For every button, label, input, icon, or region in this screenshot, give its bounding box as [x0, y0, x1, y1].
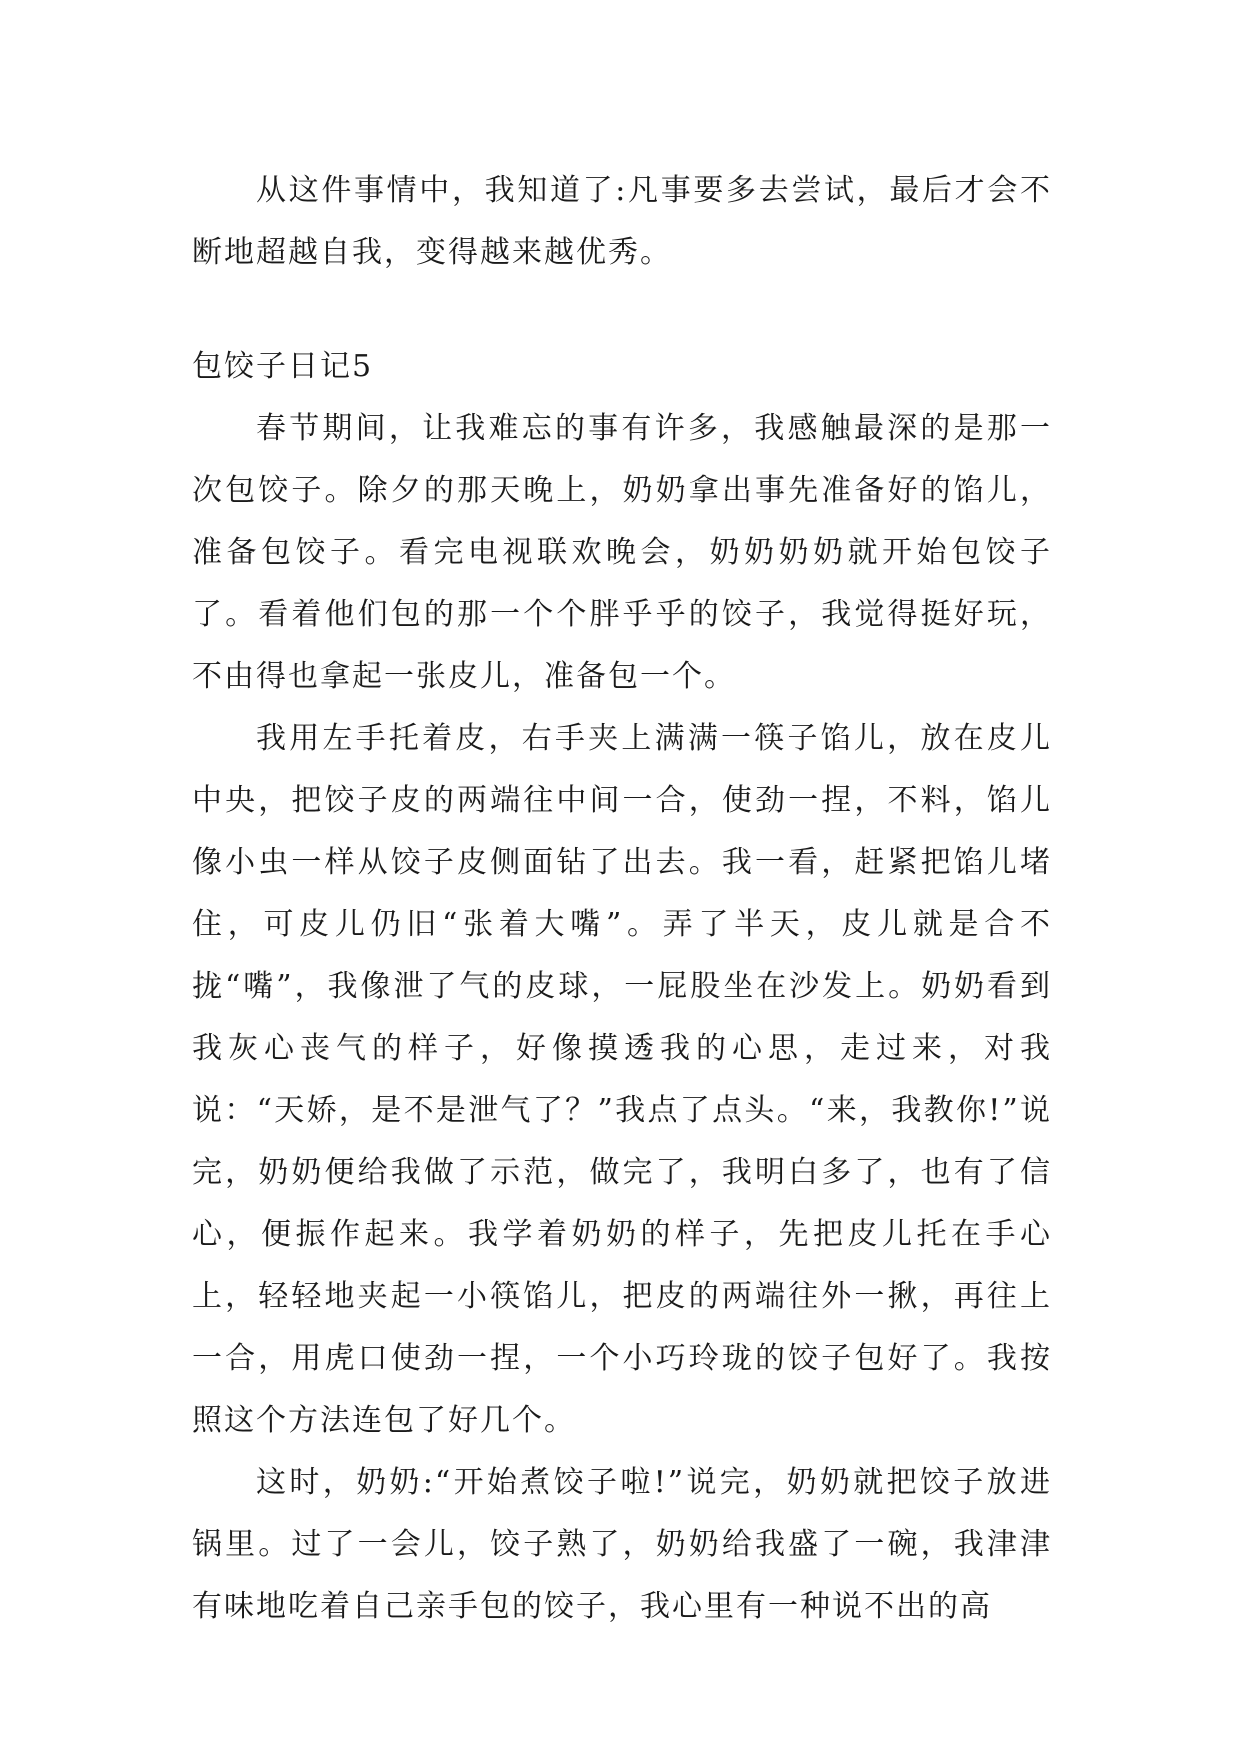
section-spacer: [192, 284, 1052, 336]
section-title: 包饺子日记5: [192, 349, 374, 384]
paragraph-3: 这时，奶奶:“开始煮饺子啦!”说完，奶奶就把饺子放进锅里。过了一会儿，饺子熟了，奶奶给我盛了一碗，我津津有味地吃着自己亲手包的饺子，我心里有一种说不出的高: [192, 1465, 1052, 1624]
document-body: [192, 160, 1052, 1638]
paragraph-2: 我用左手托着皮，右手夹上满满一筷子馅儿，放在皮儿中央，把饺子皮的两端往中间一合，使劲一捏，不料，馅儿像小虫一样从饺子皮侧面钻了出去。我一看，赶紧把馅儿堵住，可皮儿仍旧“张着大嘴”。弄了半天，皮儿就是合不拢“嘴”，我像泄了气的皮球，一屁股坐在沙发上。奶奶看到我灰心丧气的样子，好像摸透我的心思，走过来，对我说：“天娇，是不是泄气了？”我点了点头。“来，我教你!”说完，奶奶便给我做了示范，做完了，我明白多了，也有了信心，便振作起来。我学着奶奶的样子，先把皮儿托在手心上，轻轻地夹起一小筷馅儿，把皮的两端往外一揪，再往上一合，用虎口使劲一捏，一个小巧玲珑的饺子包好了。我按照这个方法连包了好几个。: [192, 721, 1052, 1438]
paragraph-1: 春节期间，让我难忘的事有许多，我感触最深的是那一次包饺子。除夕的那天晚上，奶奶拿出事先准备好的馅儿，准备包饺子。看完电视联欢晚会，奶奶奶奶就开始包饺子了。看着他们包的那一个个胖乎乎的饺子，我觉得挺好玩，不由得也拿起一张皮儿，准备包一个。: [192, 411, 1052, 694]
intro-paragraph: 从这件事情中，我知道了:凡事要多去尝试，最后才会不断地超越自我，变得越来越优秀。: [192, 173, 1052, 270]
